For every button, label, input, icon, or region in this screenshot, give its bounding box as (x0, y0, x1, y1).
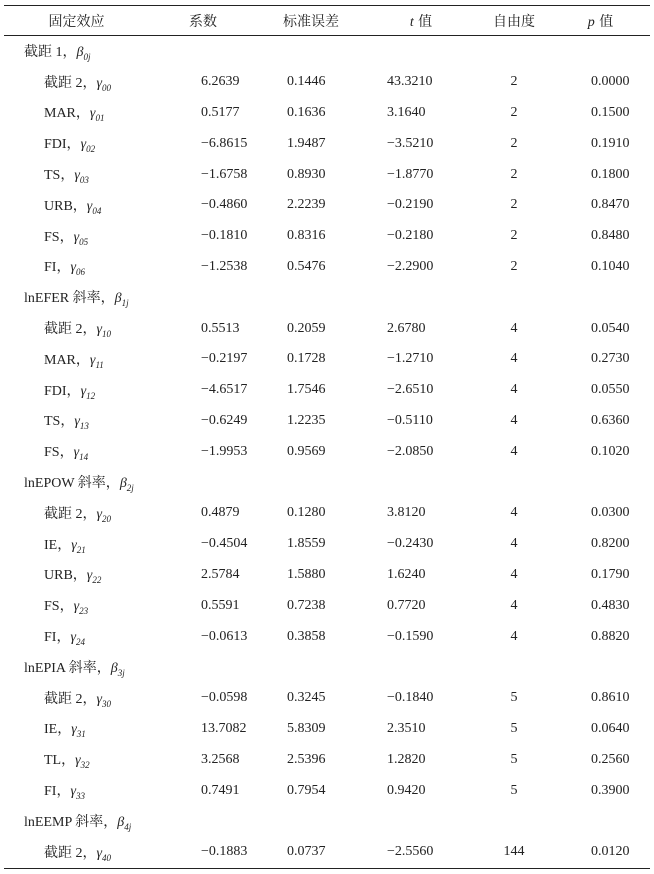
row-label-text: lnEPOW 斜率， (24, 476, 120, 492)
row-label-text: FS， (44, 229, 74, 245)
standard-error-cell: 1.7546 (287, 382, 326, 398)
t-value-cell: −3.5210 (387, 135, 434, 151)
degrees-of-freedom-cell: 5 (510, 751, 518, 767)
standard-error-cell: 1.5880 (287, 566, 326, 582)
table-group-row (4, 282, 650, 313)
row-label (4, 375, 149, 406)
greek-symbol: γ (96, 506, 103, 522)
p-value-cell: 0.0000 (591, 74, 630, 90)
greek-subscript: 13 (79, 421, 89, 432)
standard-error-cell: 1.8559 (287, 536, 326, 552)
p-value-cell: 0.1040 (591, 258, 630, 274)
row-label (4, 436, 149, 467)
greek-subscript: 1j (121, 298, 129, 309)
t-value-cell: 3.8120 (387, 505, 426, 521)
p-value-cell: 0.6360 (591, 412, 630, 428)
greek-subscript: 3j (117, 667, 125, 678)
p-value-cell: 0.1500 (591, 104, 630, 120)
t-value-cell: −0.5110 (387, 412, 433, 428)
degrees-of-freedom-cell: 144 (477, 837, 551, 868)
table-group-row (4, 652, 650, 683)
table-row (4, 252, 650, 283)
standard-error-cell: 0.8316 (287, 228, 326, 244)
row-label-text: TS， (44, 168, 75, 184)
greek-symbol: γ (86, 198, 93, 214)
p-value-cell: 0.2560 (591, 751, 630, 767)
p-value-cell: 0.8820 (591, 628, 630, 644)
header-coefficient: 系数 (149, 6, 257, 36)
row-label (4, 806, 149, 837)
table-row (4, 313, 650, 344)
greek-symbol: β (114, 291, 122, 307)
row-label (4, 560, 149, 591)
row-label-text: 截距 2， (44, 322, 97, 338)
t-value-cell: −0.1840 (387, 690, 434, 706)
p-value-cell: 0.0300 (591, 505, 630, 521)
greek-subscript: 23 (79, 606, 89, 617)
greek-symbol: β (110, 660, 118, 676)
coefficient-cell: −4.6517 (201, 382, 248, 398)
greek-subscript: 24 (75, 637, 85, 648)
table-row (4, 683, 650, 714)
p-value-cell: 0.8480 (591, 228, 630, 244)
table-row (4, 621, 650, 652)
table-row (4, 837, 650, 868)
greek-subscript: 30 (102, 698, 112, 709)
coefficient-cell: −0.0598 (201, 690, 248, 706)
row-label (4, 159, 149, 190)
degrees-of-freedom-cell: 2 (510, 135, 518, 151)
standard-error-cell: 0.7954 (287, 782, 326, 798)
greek-subscript: 32 (80, 760, 90, 771)
row-label-text: FI， (44, 630, 71, 646)
t-value-cell: −2.5560 (365, 837, 477, 868)
greek-symbol: β (117, 814, 125, 830)
row-label (4, 467, 149, 498)
greek-subscript: 03 (79, 175, 89, 186)
p-value-cell: 0.4830 (591, 597, 630, 613)
table-row (4, 221, 650, 252)
p-value-cell: 0.1910 (591, 135, 630, 151)
degrees-of-freedom-cell: 5 (510, 690, 518, 706)
greek-symbol: γ (89, 352, 96, 368)
row-label-text: FI， (44, 260, 71, 276)
t-value-cell: −0.2180 (387, 228, 434, 244)
row-label (4, 282, 149, 313)
row-label (4, 652, 149, 683)
greek-symbol: γ (96, 845, 103, 861)
header-p-value-label: 值 (599, 13, 614, 30)
row-label (4, 67, 149, 98)
row-label-text: IE， (44, 537, 72, 553)
greek-subscript: 05 (79, 236, 89, 247)
greek-subscript: 10 (102, 329, 112, 340)
p-value-cell: 0.0550 (591, 382, 630, 398)
standard-error-cell: 0.1728 (287, 351, 326, 367)
degrees-of-freedom-cell: 2 (510, 228, 518, 244)
greek-subscript: 2j (126, 483, 134, 494)
group-empty-cells (149, 282, 650, 313)
degrees-of-freedom-cell: 4 (510, 351, 518, 367)
degrees-of-freedom-cell: 5 (510, 720, 518, 736)
row-label-text: IE， (44, 722, 72, 738)
degrees-of-freedom-cell: 4 (510, 505, 518, 521)
degrees-of-freedom-cell: 2 (510, 104, 518, 120)
table-row (4, 159, 650, 190)
degrees-of-freedom-cell: 4 (510, 628, 518, 644)
greek-subscript: 04 (92, 205, 102, 216)
greek-symbol: γ (71, 722, 77, 738)
row-label-text: MAR， (44, 352, 90, 368)
t-value-cell: 2.6780 (387, 320, 426, 336)
standard-error-cell: 0.8930 (287, 166, 326, 182)
table-row (4, 775, 650, 806)
t-value-cell: 0.7720 (387, 597, 426, 613)
row-label (4, 344, 149, 375)
greek-subscript: 06 (75, 267, 85, 278)
row-label (4, 683, 149, 714)
row-label (4, 36, 149, 67)
group-empty-cells (149, 467, 650, 498)
greek-symbol: β (119, 476, 127, 492)
row-label (4, 128, 149, 159)
greek-symbol: γ (70, 784, 76, 800)
table-row (4, 498, 650, 529)
standard-error-cell: 0.5476 (287, 258, 326, 274)
degrees-of-freedom-cell: 2 (510, 74, 518, 90)
greek-symbol: γ (73, 445, 80, 461)
fixed-effects-table (4, 5, 650, 869)
coefficient-cell: −6.8615 (201, 135, 248, 151)
greek-symbol: γ (74, 168, 80, 184)
greek-subscript: 33 (75, 791, 85, 802)
row-label-text: FDI， (44, 137, 81, 153)
t-value-cell: −0.1590 (387, 628, 434, 644)
header-degrees-of-freedom: 自由度 (477, 6, 551, 36)
greek-subscript: 12 (86, 390, 96, 401)
row-label-text: URB， (44, 198, 87, 214)
table-row (4, 128, 650, 159)
table-row (4, 344, 650, 375)
row-label (4, 221, 149, 252)
row-label (4, 744, 149, 775)
standard-error-cell: 0.1280 (287, 505, 326, 521)
table-group-row (4, 467, 650, 498)
t-value-cell: 0.9420 (387, 782, 426, 798)
p-value-cell: 0.2730 (591, 351, 630, 367)
row-label-text: 截距 2， (44, 75, 97, 91)
t-value-cell: 3.1640 (387, 104, 426, 120)
row-label-text: TL， (44, 753, 76, 769)
header-t-value (365, 6, 477, 36)
t-value-cell: −0.2430 (387, 536, 434, 552)
standard-error-cell: 0.3858 (287, 628, 326, 644)
table-row (4, 714, 650, 745)
standard-error-cell: 0.1636 (287, 104, 326, 120)
table-row (4, 436, 650, 467)
coefficient-cell: −0.6249 (201, 412, 248, 428)
row-label-text: lnEFER 斜率， (24, 291, 115, 307)
coefficient-cell: −0.1810 (201, 228, 248, 244)
coefficient-cell: 0.5513 (201, 320, 240, 336)
header-fixed-effect: 固定效应 (4, 6, 149, 36)
coefficient-cell: 13.7082 (201, 720, 247, 736)
coefficient-cell: 2.5784 (201, 566, 240, 582)
greek-symbol: γ (89, 106, 96, 122)
t-value-cell: 1.2820 (387, 751, 426, 767)
row-label (4, 498, 149, 529)
coefficient-cell: 3.2568 (201, 751, 240, 767)
header-p-symbol: p (587, 14, 595, 30)
table-row (4, 744, 650, 775)
row-label-text: URB， (44, 568, 87, 584)
row-label (4, 190, 149, 221)
row-label-text: FI， (44, 784, 71, 800)
table-row (4, 190, 650, 221)
coefficient-cell: −0.2197 (201, 351, 248, 367)
standard-error-cell: 1.9487 (287, 135, 326, 151)
greek-symbol: γ (96, 322, 103, 338)
p-value-cell: 0.0540 (591, 320, 630, 336)
greek-subscript: 11 (95, 359, 104, 370)
standard-error-cell: 2.5396 (287, 751, 326, 767)
p-value-cell: 0.0120 (551, 837, 650, 868)
t-value-cell: −0.2190 (387, 197, 434, 213)
greek-subscript: 40 (102, 852, 112, 863)
greek-symbol: γ (96, 691, 103, 707)
degrees-of-freedom-cell: 2 (510, 197, 518, 213)
standard-error-cell: 0.7238 (287, 597, 326, 613)
group-empty-cells (149, 36, 650, 67)
row-label-text: MAR， (44, 106, 90, 122)
greek-symbol: γ (96, 75, 103, 91)
t-value-cell: 2.3510 (387, 720, 426, 736)
table-group-row (4, 36, 650, 67)
row-label (4, 837, 149, 868)
row-label-text: 截距 2， (44, 845, 97, 861)
table-group-row (4, 806, 650, 837)
coefficient-cell: 0.4879 (201, 505, 240, 521)
standard-error-cell: 0.2059 (287, 320, 326, 336)
greek-subscript: 21 (76, 544, 86, 555)
greek-subscript: 00 (102, 82, 112, 93)
t-value-cell: 43.3210 (387, 74, 433, 90)
standard-error-cell: 0.3245 (287, 690, 326, 706)
row-label (4, 529, 149, 560)
table-row (4, 560, 650, 591)
table-row (4, 67, 650, 98)
standard-error-cell: 2.2239 (287, 197, 326, 213)
p-value-cell: 0.8470 (591, 197, 630, 213)
header-p-value (551, 6, 650, 36)
t-value-cell: −1.8770 (387, 166, 434, 182)
row-label (4, 621, 149, 652)
group-empty-cells (149, 806, 650, 837)
row-label (4, 406, 149, 437)
p-value-cell: 0.1790 (591, 566, 630, 582)
degrees-of-freedom-cell: 2 (510, 258, 518, 274)
table-row (4, 98, 650, 129)
greek-subscript: 0j (83, 51, 91, 62)
standard-error-cell: 0.9569 (287, 443, 326, 459)
row-label (4, 313, 149, 344)
table-row (4, 529, 650, 560)
p-value-cell: 0.8610 (591, 690, 630, 706)
table-row (4, 406, 650, 437)
p-value-cell: 0.0640 (591, 720, 630, 736)
greek-subscript: 01 (95, 113, 105, 124)
degrees-of-freedom-cell: 4 (510, 566, 518, 582)
p-value-cell: 0.8200 (591, 536, 630, 552)
degrees-of-freedom-cell: 4 (510, 320, 518, 336)
p-value-cell: 0.3900 (591, 782, 630, 798)
greek-subscript: 20 (102, 513, 112, 524)
header-t-symbol: t (409, 14, 414, 30)
row-label-text: lnEEMP 斜率， (24, 814, 118, 830)
greek-symbol: γ (70, 630, 76, 646)
degrees-of-freedom-cell: 4 (510, 443, 518, 459)
greek-subscript: 02 (86, 144, 96, 155)
table-header-row (4, 6, 650, 36)
t-value-cell: −2.6510 (387, 382, 434, 398)
degrees-of-freedom-cell: 4 (510, 412, 518, 428)
coefficient-cell: −1.6758 (201, 166, 248, 182)
greek-subscript: 4j (124, 821, 132, 832)
coefficient-cell: −1.9953 (201, 443, 248, 459)
row-label (4, 714, 149, 745)
greek-symbol: γ (80, 137, 87, 153)
row-label-text: 截距 1， (24, 44, 77, 60)
p-value-cell: 0.1800 (591, 166, 630, 182)
table-row (4, 375, 650, 406)
t-value-cell: −1.2710 (387, 351, 434, 367)
coefficient-cell: −0.0613 (201, 628, 248, 644)
coefficient-cell: 0.7491 (201, 782, 240, 798)
t-value-cell: −2.2900 (387, 258, 434, 274)
coefficient-cell: −0.4860 (201, 197, 248, 213)
degrees-of-freedom-cell: 4 (510, 382, 518, 398)
row-label (4, 775, 149, 806)
greek-symbol: β (76, 44, 84, 60)
row-label-text: lnEPIA 斜率， (24, 660, 111, 676)
coefficient-cell: 0.5177 (201, 104, 240, 120)
row-label-text: FS， (44, 599, 74, 615)
row-label-text: FS， (44, 445, 74, 461)
t-value-cell: 1.6240 (387, 566, 426, 582)
coefficient-cell: 0.5591 (201, 597, 240, 613)
degrees-of-freedom-cell: 2 (510, 166, 518, 182)
coefficient-cell: −0.1883 (149, 837, 257, 868)
table-row (4, 590, 650, 621)
row-label-text: TS， (44, 414, 75, 430)
group-empty-cells (149, 652, 650, 683)
greek-symbol: γ (73, 599, 80, 615)
degrees-of-freedom-cell: 4 (510, 597, 518, 613)
standard-error-cell: 5.8309 (287, 720, 326, 736)
header-t-value-label: 值 (418, 13, 433, 30)
row-label-text: FDI， (44, 383, 81, 399)
greek-subscript: 31 (76, 729, 86, 740)
standard-error-cell: 0.0737 (257, 837, 365, 868)
coefficient-cell: −1.2538 (201, 258, 248, 274)
row-label (4, 98, 149, 129)
degrees-of-freedom-cell: 5 (510, 782, 518, 798)
standard-error-cell: 0.1446 (287, 74, 326, 90)
greek-subscript: 14 (79, 452, 89, 463)
greek-symbol: γ (70, 260, 76, 276)
greek-symbol: γ (71, 537, 77, 553)
t-value-cell: −2.0850 (387, 443, 434, 459)
greek-symbol: γ (80, 383, 87, 399)
table-body (4, 36, 650, 869)
row-label-text: 截距 2， (44, 691, 97, 707)
row-label-text: 截距 2， (44, 506, 97, 522)
row-label (4, 590, 149, 621)
greek-symbol: γ (73, 229, 80, 245)
standard-error-cell: 1.2235 (287, 412, 326, 428)
greek-symbol: γ (86, 568, 93, 584)
greek-symbol: γ (75, 753, 81, 769)
coefficient-cell: −0.4504 (201, 536, 248, 552)
p-value-cell: 0.1020 (591, 443, 630, 459)
greek-symbol: γ (74, 414, 80, 430)
row-label (4, 252, 149, 283)
degrees-of-freedom-cell: 4 (510, 536, 518, 552)
greek-subscript: 22 (92, 575, 102, 586)
coefficient-cell: 6.2639 (201, 74, 240, 90)
header-standard-error: 标准误差 (257, 6, 365, 36)
